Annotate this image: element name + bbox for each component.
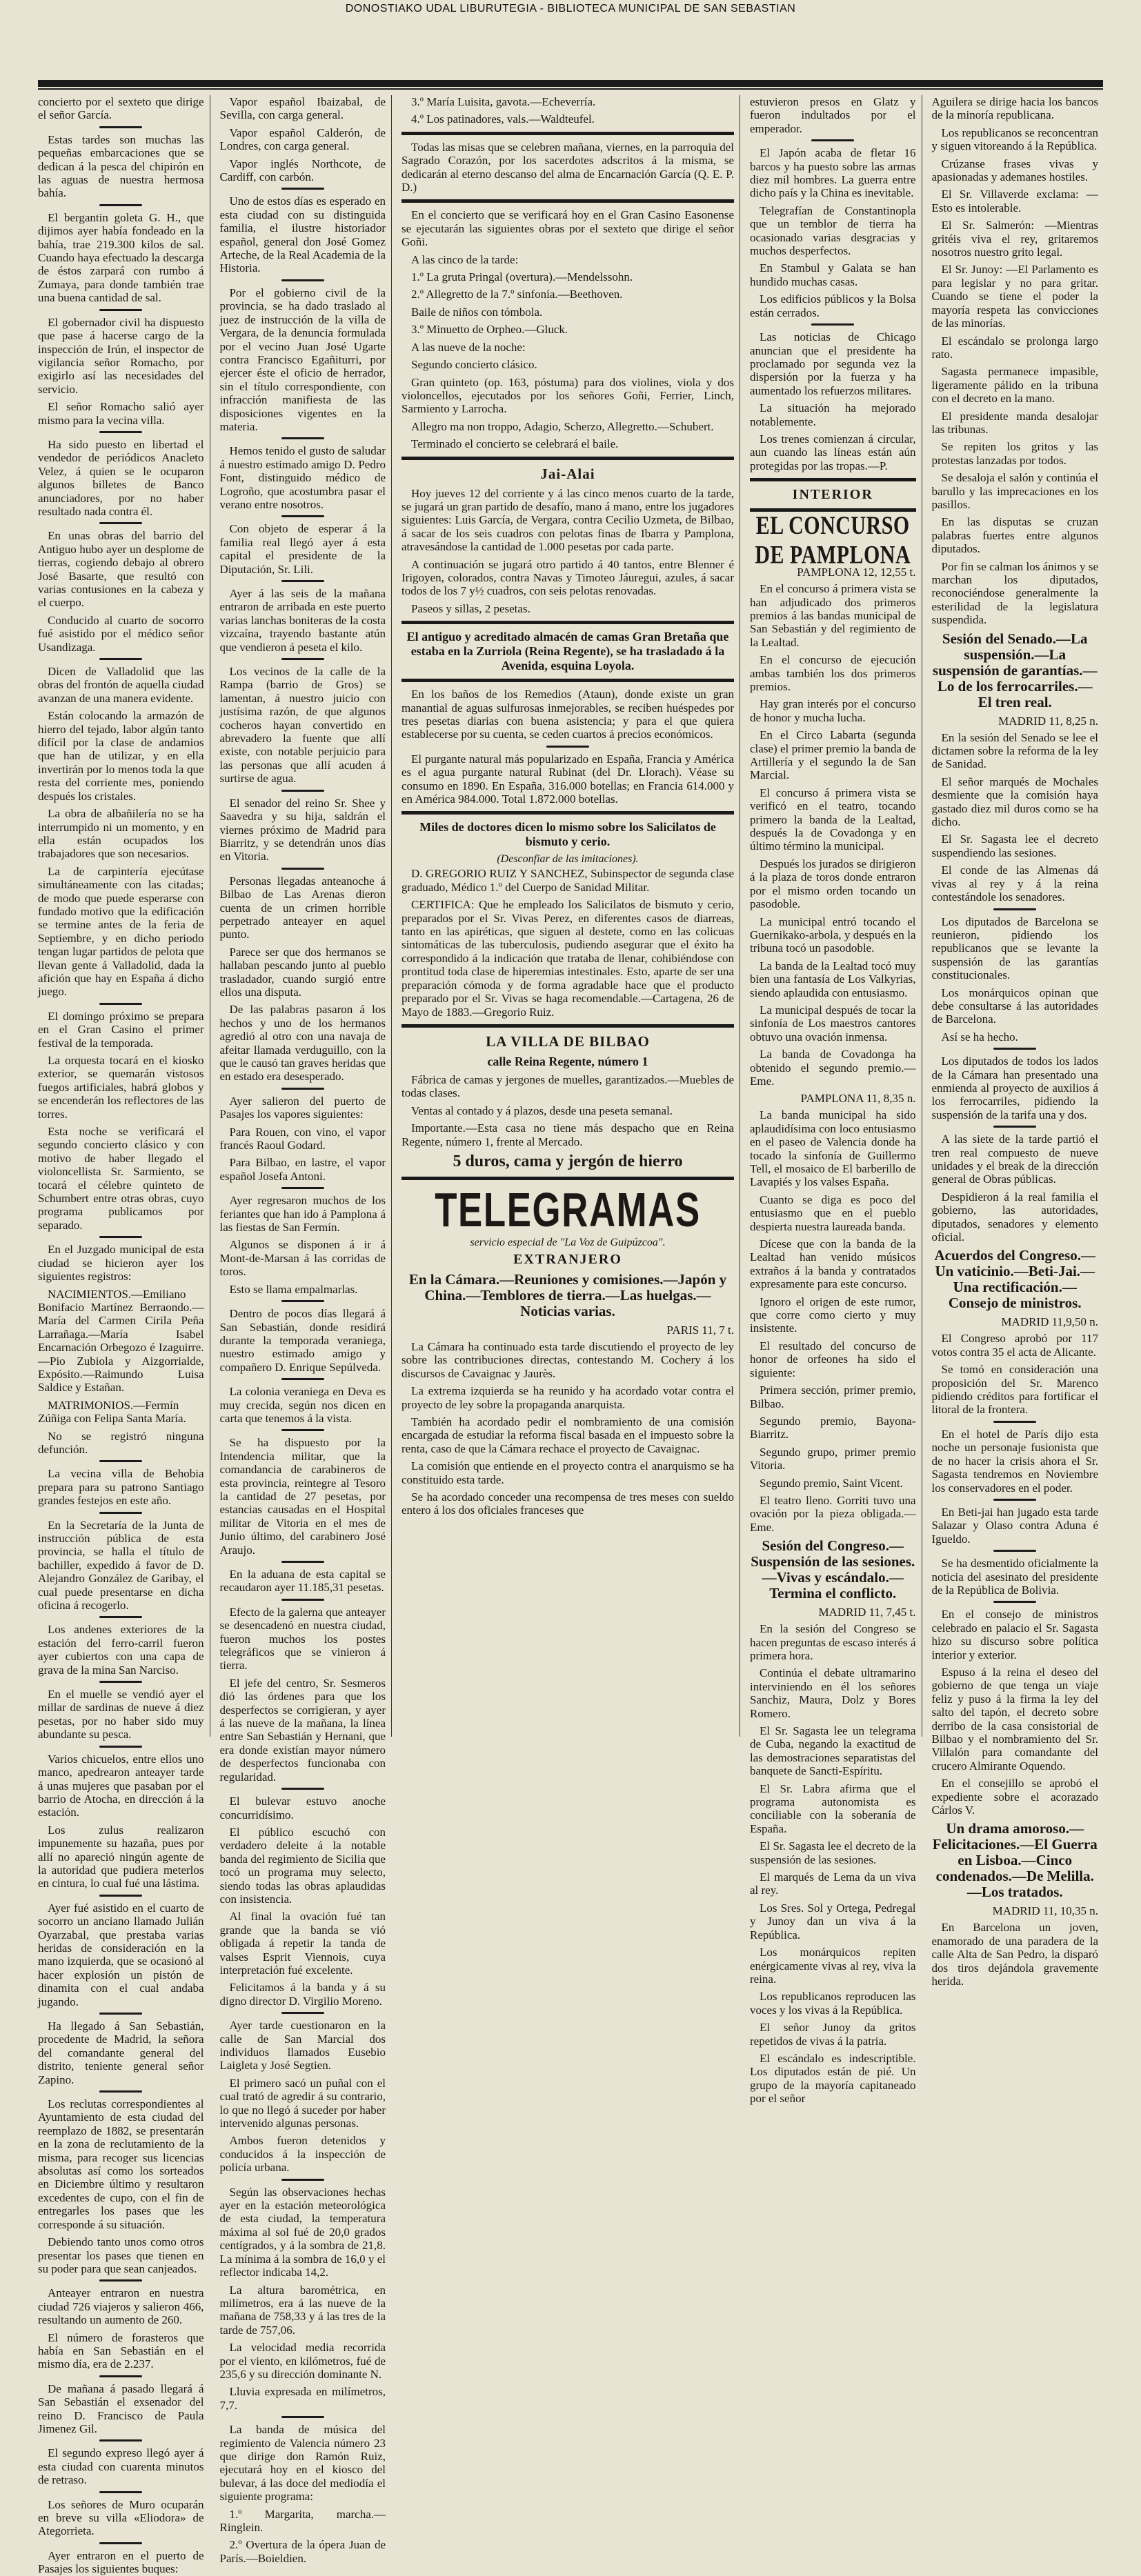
paragraph: Segundo premio, Saint Vicent. <box>760 1476 903 1490</box>
paragraph: A las cinco de la tarde: <box>411 252 519 266</box>
rule <box>401 132 734 135</box>
dateline: PARIS 11, 7 t. <box>666 1323 734 1337</box>
paragraph: Algunos se disponen á ir á Mont-de-Marsan á las corridas de toros. <box>219 1238 386 1279</box>
paragraph: En el concurso de ejecución ambas también los dos primeros premios. <box>750 653 916 693</box>
separator <box>993 1499 1036 1501</box>
rule <box>401 679 734 682</box>
paragraph: Hay gran interés por el concurso de honor y mucha lucha. <box>750 697 916 724</box>
paragraph: Después los jurados se dirigieron á la plaza de toros donde entraron por el mismo orden tocando un pasodoble. <box>750 857 916 911</box>
paragraph: Debiendo tanto unos como otros presentar los pases que tienen en su poder para que sean canjeados. <box>38 2235 204 2275</box>
paragraph: El primero sacó un puñal con el cual trató de agredir á su contrario, lo que no llegó á suceder por haber intervenido algunas personas. <box>219 2076 386 2130</box>
paragraph: El conde de las Almenas dá vivas al rey y á la reina contestándole los senadores. <box>931 863 1098 904</box>
paragraph: Continúa el debate ultramarino interviniendo en él los señores Sanchiz, Maura, Dolz y Bores Romero. <box>750 1666 916 1720</box>
separator <box>281 437 324 439</box>
paragraph: 3.º María Luisita, gavota.—Echeverría. <box>411 95 596 108</box>
paragraph: El señor marqués de Mochales desmiente que la comisión haya gastado diez mil duros como se ha dicho. <box>931 775 1098 829</box>
paragraph: La extrema izquierda se ha reunido y ha acordado votar contra el proyecto de ley sobre la propaganda anarquista. <box>401 1384 734 1411</box>
paragraph: En el muelle se vendió ayer el millar de sardinas de nueve á diez pesetas, por no haber sido muy abundante su pesca. <box>38 1688 204 1741</box>
paragraph: Ayer tarde cuestionaron en la calle de San Marcial dos individuos llamados Eusebio Laigleta y José Segtien. <box>219 2019 386 2073</box>
rule <box>401 621 734 624</box>
telegramas-masthead: TELEGRAMAS <box>435 1183 701 1237</box>
paragraph: El segundo expreso llegó ayer á esta ciudad con cuarenta minutos de retraso. <box>38 2446 204 2487</box>
separator <box>99 1616 142 1618</box>
separator <box>281 1088 324 1090</box>
paragraph: A continuación se jugará otro partido á 40 tantos, entre Blenner é Irigoyen, colorados, contra Navas y Timoteo Jáuregui, azules, á sacar todos de los 7 y½ cuadros, con seis pelotas renovadas. <box>401 557 734 598</box>
paragraph: El Sr. Sagasta lee el decreto de la suspensión de las sesiones. <box>750 1839 916 1866</box>
separator <box>281 2179 324 2181</box>
paragraph: Ambos fueron detenidos y conducidos á la inspección de policía urbana. <box>219 2134 386 2175</box>
paragraph: Según las observaciones hechas ayer en la estación meteorológica de esta ciudad, la temperatura máxima al sol fué de 20,0 grados centígrados, y á la sombra de 21,8. La mínima á la sombra de 16,0 y el reflector indicaba 14,2. <box>219 2185 386 2279</box>
paragraph: Baile de niños con tómbola. <box>411 305 543 319</box>
separator <box>993 908 1036 910</box>
column-4 <box>750 95 922 2106</box>
paragraph: Para Bilbao, en lastre, el vapor español Josefa Antoni. <box>219 1156 386 1183</box>
paragraph: En la sesión del Congreso se hacen preguntas de escaso interés á primera hora. <box>750 1622 916 1662</box>
paragraph: Telegrafían de Constantinopla que un temblor de tierra ha ocasionado varias desgracias y muchos desperfectos. <box>750 203 916 258</box>
paragraph: Vapor inglés Northcote, de Cardiff, con carbón. <box>219 157 386 184</box>
dateline: MADRID 11, 8,25 n. <box>998 714 1098 728</box>
paragraph: concierto por el sexteto que dirige el señor García. <box>38 95 204 122</box>
paragraph: 3.º Minuetto de Orpheo.—Gluck. <box>411 323 568 337</box>
paragraph: La Cámara ha continuado esta tarde discutiendo el proyecto de ley sobre las contribuciones directas, contestando M. Cochery á los discursos de Cavaignac y Jaurès. <box>401 1339 734 1380</box>
separator <box>811 139 854 141</box>
paragraph: En la sesión del Senado se lee el dictamen sobre la reforma de la ley de Sanidad. <box>931 730 1098 771</box>
separator <box>99 2542 142 2544</box>
paragraph: Los republicanos reproducen las voces y los vivas á la República. <box>750 1990 916 2017</box>
paragraph: A las nueve de la noche: <box>411 340 526 354</box>
paragraph: Están colocando la armazón de hierro del tejado, labor algún tanto difícil por la clase de andamios que han de utilizar, y en ella invertirán por lo menos toda la que resta del corriente mes, poniendo después los cristales. <box>38 709 204 803</box>
paragraph: En el consejo de ministros celebrado en palacio el Sr. Sagasta hizo su discurso sobre política interior y exterior. <box>931 1608 1098 1661</box>
paragraph: Los republicanos se reconcentran y siguen vitoreando á la República. <box>931 126 1098 153</box>
masthead-rule-thin <box>38 88 1103 90</box>
column-3 <box>401 95 740 1737</box>
paragraph: Ayer entraron en el puerto de Pasajes los siguientes buques: <box>38 2548 204 2576</box>
paragraph: A las siete de la tarde partió el tren real compuesto de nueve unidades y el break de la dirección general de Obras públicas. <box>931 1132 1098 1186</box>
paragraph: La colonia veraniega en Deva es muy crecida, según nos dicen en carta que tenemos á la vista. <box>219 1385 386 1425</box>
paragraph: El número de forasteros que había en San Sebastián en el mismo día, era de 2.237. <box>38 2330 204 2371</box>
paragraph: El jefe del centro, Sr. Sesmeros dió las órdenes para que los desperfectos se corrigieran, y ayer á las nueve de la mañana, la línea entre San Sebastián y Hernani, que era donde existían mayor número de desperfectos funcionaba con regularidad. <box>219 1676 386 1784</box>
paragraph: estuvieron presos en Glatz y fueron indultados por el emperador. <box>750 95 916 135</box>
separator <box>281 1429 324 1431</box>
paragraph: En el concurso á primera vista se han adjudicado dos primeros premios á las bandas municipal de San Sebastián y del regimiento de la Lealtad. <box>750 582 916 649</box>
paragraph: En Barcelona un joven, enamorado de una paradera de la calle Alta de San Pedro, la disparó dos tiros dejándola gravemente herida. <box>931 1921 1098 1988</box>
separator <box>281 1599 324 1601</box>
separator <box>99 2013 142 2015</box>
separator <box>99 658 142 660</box>
paragraph: Dicen de Valladolid que las obras del frontón de aquella ciudad avanzan de una manera evidente. <box>38 665 204 705</box>
separator <box>281 1187 324 1189</box>
advertisement-heading: LA VILLA DE BILBAO <box>486 1032 650 1050</box>
news-headline: En la Cámara.—Reuniones y comisiones.—Japón y China.—Temblores de tierra.—Las huelgas.—Noticias varias. <box>408 1270 727 1319</box>
dateline: PAMPLONA 12, 12,55 t. <box>797 566 916 579</box>
separator <box>99 309 142 311</box>
separator <box>281 1300 324 1302</box>
paragraph: También ha acordado pedir el nombramiento de una comisión encargada de estudiar la reforma fiscal basada en el impuesto sobre la renta, caso de que la Cámara rechace el proyecto de Cavaignac. <box>401 1415 734 1455</box>
paragraph: Hoy jueves 12 del corriente y á las cinco menos cuarto de la tarde, se jugará un gran partido de desafío, mano á mano, entre los jugadores siguientes: Luis García, de Vergara, contra Cecilio Uzmeta, de Bilbao, á sacar de los seis cuadros con pelotas finas de Ibarra y Pamplona, atravesándose la cantidad de 1.000 pesetas por cada parte. <box>401 486 734 554</box>
dateline: MADRID 11,9,50 n. <box>1001 1315 1098 1329</box>
separator <box>281 1788 324 1790</box>
separator <box>281 790 324 792</box>
paragraph: Los señores de Muro ocuparán en breve su villa «Eliodora» de Ategorrieta. <box>38 2497 204 2538</box>
separator <box>281 658 324 660</box>
rule <box>401 199 734 203</box>
paragraph: Espuso á la reina el deseo del gobierno de que tenga un viaje feliz y puso á la firma la ley del salto del tapón, el decreto sobre derribo de la casa consistorial de Bilbao y el nombramiento del Sr. Villalón para comandante del crucero Almirante Oquendo. <box>931 1665 1098 1773</box>
paragraph: De mañana á pasado llegará á San Sebastián el exsenador del reino D. Francisco de Paula Jimenez Gil. <box>38 2382 204 2435</box>
separator <box>99 1681 142 1683</box>
paragraph: No se registró ninguna defunción. <box>38 1429 204 1456</box>
news-headline: Sesión del Congreso.—Suspensión de las sesiones.—Vivas y escándalo.—Termina el conflicto. <box>751 1537 915 1602</box>
paragraph: Conducido al cuarto de socorro fué asistido por el médico señor Usandizaga. <box>38 613 204 654</box>
advertisement-subheading: (Desconfiar de las imitaciones). <box>497 853 639 866</box>
paragraph: Los zulus realizaron impunemente su hazaña, pues por allí no apareció ningún agente de la autoridad que pudiera meterlos en cintura, lo cual fué una lástima. <box>38 1823 204 1890</box>
dateline: MADRID 11, 7,45 t. <box>818 1606 916 1619</box>
paragraph: Despidieron á la real familia el gobierno, las autoridades, diputados, senadores y elemento oficial. <box>931 1190 1098 1244</box>
paragraph: Por el gobierno civil de la provincia, se ha dado traslado al juez de instrucción de la villa de Vergara, de la denuncia formulada por el vecino Juan José Ugarte contra Francisco Egañiturri, por ejercer éste el oficio de herrador, sin el título correspondiente, con infracción manifiesta de las disposiciones vigentes en la materia. <box>219 286 386 433</box>
separator <box>99 1746 142 1748</box>
paragraph: Sagasta permanece impasible, ligeramente pálido en la tribuna con el decreto en la mano. <box>931 365 1098 406</box>
paragraph: Terminado el concierto se celebrará el baile. <box>411 437 619 451</box>
section-interior: INTERIOR <box>792 487 873 503</box>
paragraph: Hemos tenido el gusto de saludar á nuestro estimado amigo D. Pedro Font, distinguido médico de Logroño, que acostumbra pasar el verano entre nosotros. <box>219 444 386 511</box>
paragraph: Gran quinteto (op. 163, póstuma) para dos violines, viola y dos violoncellos, ejecutados por los señores Goñi, Ferrier, Linch, Sarmiento y Larrocha. <box>401 375 734 416</box>
news-headline: Sesión del Senado.—La suspensión.—La suspensión de garantías.—Lo de los ferrocarriles.—El tren real. <box>932 630 1098 710</box>
paragraph: NACIMIENTOS.—Emiliano Bonifacio Martínez Berraondo.—María del Carmen Cirila Peña Larrañaga.—María Isabel Encarnación Orbegozo é Izaguirre.—Pio Zubiola y Aizgorrialde, Expósito.—Raimundo Luisa Saldice y Estañan. <box>38 1287 204 1395</box>
news-headline: EL CONCURSO DE PAMPLONA <box>755 511 911 570</box>
paragraph: El Congreso aprobó por 117 votos contra 35 el acta de Alicante. <box>931 1332 1098 1359</box>
advertisement-price: 5 duros, cama y jergón de hierro <box>453 1152 683 1170</box>
paragraph: Todas las misas que se celebren mañana, viernes, en la parroquia del Sagrado Corazón, por los sacerdotes adscritos á la misma, se dedicarán al eterno descanso del alma de Encarnación García (Q. E. P. D.) <box>401 140 734 194</box>
paragraph: Segundo premio, Bayona-Biarritz. <box>750 1414 916 1441</box>
separator <box>993 1601 1036 1603</box>
paragraph: En la Secretaría de la Junta de instrucción pública de esta provincia, se halla el título de bachiller, expedido á favor de D. Alejandro González de Garibay, el cual puede presentarse en dicha oficina á recogerlo. <box>38 1518 204 1613</box>
paragraph: Segundo grupo, primer premio Vitoria. <box>750 1445 916 1472</box>
paragraph: Ignoro el origen de este rumor, que corre como cierto y muy insistente. <box>750 1295 916 1335</box>
paragraph: Los monárquicos opinan que debe consultarse á las autoridades de Barcelona. <box>931 986 1098 1026</box>
paragraph: Los trenes comienzan á circular, aun cuando las líneas están aún protegidas por las tropas.—P. <box>750 432 916 472</box>
paragraph: Uno de estos días es esperado en esta ciudad con su distinguida familia, el ilustre historiador español, general don José Gomez Arteche, de la Real Academia de la Historia. <box>219 194 386 275</box>
rule <box>401 811 734 815</box>
advertisement-heading: El antiguo y acreditado almacén de camas Gran Bretaña que estaba en la Zurriola (Reina Regente), se ha trasladado á la Avenida, esquina Loyola. <box>406 630 729 673</box>
paragraph: 2.º Allegretto de la 7.º sinfonía.—Beethoven. <box>411 288 623 301</box>
column-5 <box>931 95 1104 1988</box>
paragraph: La comisión que entiende en el proyecto contra el anarquismo se ha constituido esta tarde. <box>401 1459 734 1486</box>
paragraph: Los Sres. Sol y Ortega, Pedregal y Junoy dan un viva á la República. <box>750 1901 916 1941</box>
separator <box>99 2439 142 2442</box>
separator <box>811 323 854 326</box>
newspaper-page <box>38 95 1104 2576</box>
paragraph: MATRIMONIOS.—Fermín Zúñiga con Felipa Santa María. <box>38 1398 186 1426</box>
column-2 <box>219 95 393 2565</box>
paragraph: El presidente manda desalojar las tribunas. <box>931 409 1098 436</box>
paragraph: Lluvia expresada en milímetros, 7,7. <box>219 2385 386 2412</box>
separator <box>281 515 324 517</box>
masthead-rule <box>38 80 1103 87</box>
rule <box>750 478 916 481</box>
paragraph: Dícese que con la banda de la Lealtad han venido músicos extraños á la banda y contratados expresamente para este concurso. <box>750 1237 916 1291</box>
section-heading: Jai-Alai <box>540 465 595 482</box>
paragraph: El concurso á primera vista se verificó en el teatro, tocando primero la banda de la Lealtad, después la de Covadonga y en último término la municipal. <box>750 786 916 853</box>
paragraph: Parece ser que dos hermanos se hallaban pescando junto al pueblo trasladador, cuando surgió entre ellos una disputa. <box>219 945 386 999</box>
separator <box>99 1895 142 1897</box>
section-extranjero: EXTRANJERO <box>513 1251 622 1267</box>
paragraph: Varios chicuelos, entre ellos uno manco, apedrearon anteayer tarde á unas mujeres que pasaban por el barrio de Atocha, en dirección á la estación. <box>38 1752 204 1819</box>
paragraph: La de carpintería ejecútase simultáneamente con las citadas; de modo que puede esperarse con fundado motivo que la edificación se termine antes de la feria de Septiembre, y en dicho periodo tengan lugar partidos de pelota que llevan gente á Valladolid, dada la afición que hay en España á dicho juego. <box>38 864 204 999</box>
paragraph: Ventas al contado y á plazos, desde una peseta semanal. <box>411 1104 673 1117</box>
paragraph: Ayer fué asistido en el cuarto de socorro un anciano llamado Julián Oyarzabal, que prestaba varias heridas de consideración en la mano izquierda, que se ocasionó al hacer explosión un pistón de dinamita con el cual andaba jugando. <box>38 1901 204 2008</box>
paragraph: La municipal entró tocando el Guernikako-arbola, y después en la tribuna tocó un pasodoble. <box>750 915 916 955</box>
separator <box>99 2279 142 2282</box>
paragraph: Aguilera se dirige hacia los bancos de la minoría republicana. <box>931 95 1098 122</box>
paragraph: El Japón acaba de fletar 16 barcos y ha puesto sobre las armas diez mil hombres. La guerra entre dicho país y la China es inevitable. <box>750 146 916 200</box>
paragraph: En Beti-jai han jugado esta tarde Salazar y Olaso contra Aduna é Igueldo. <box>931 1505 1098 1546</box>
paragraph: La municipal después de tocar la sinfonía de Los maestros cantores obtuvo una ovación inmensa. <box>750 1003 916 1044</box>
dateline: PAMPLONA 11, 8,35 n. <box>800 1092 916 1106</box>
paragraph: Cuanto se diga es poco del entusiasmo que en el pueblo despierta nuestra laureada banda. <box>750 1192 916 1233</box>
paragraph: Con objeto de esperar á la familia real llegó ayer á esta capital el presidente de la Diputación, Sr. Lili. <box>219 522 386 576</box>
separator <box>99 1512 142 1514</box>
paragraph: Importante.—Esta casa no tiene más despacho que en Reina Regente, número 1, frente al Mercado. <box>401 1121 734 1148</box>
dateline: MADRID 11, 10,35 n. <box>992 1904 1098 1918</box>
news-headline: Un drama amoroso.—Felicitaciones.—El Guerra en Lisboa.—Cinco condenados.—De Melilla.—Los tratados. <box>932 1820 1098 1901</box>
paragraph: En la aduana de esta capital se recaudaron ayer 11.185,31 pesetas. <box>219 1568 386 1595</box>
paragraph: Se ha dispuesto por la Intendencia militar, que la comandancia de carabineros de esta provincia, reintegre al Tesoro la cantidad de 27 pesetas, por estancias causadas en el Hospital militar de Vitoria en el mes de Junio último, del carabinero José Araujo. <box>219 1436 386 1557</box>
paragraph: Efecto de la galerna que anteayer se desencadenó en nuestra ciudad, fueron muchos los postes telegráficos que se vinieron á tierra. <box>219 1605 386 1673</box>
paragraph: Vapor español Ibaizabal, de Sevilla, con carga general. <box>219 95 386 122</box>
paragraph: El Sr. Sagasta lee el decreto suspendiendo las sesiones. <box>931 832 1098 859</box>
paragraph: La banda de Covadonga ha obtenido el segundo premio.—Eme. <box>750 1048 916 1088</box>
separator <box>993 1126 1036 1128</box>
separator <box>281 2416 324 2418</box>
paragraph: El Sr. Junoy: —El Parlamento es para legislar y no para gritar. Cuando se tiene el poder la mayoría respeta las convicciones de las minorías. <box>931 263 1098 330</box>
paragraph: Esta noche se verificará el segundo concierto clásico y con motivo de haber llegado el violoncellista Sr. Sarmiento, se tocará el célebre quinteto de Schumbert entre otras obras, cuyo programa publicamos por separado. <box>38 1125 204 1232</box>
paragraph: Se repiten los gritos y las protestas lanzadas por todos. <box>931 440 1098 467</box>
paragraph: Para Rouen, con vino, el vapor francés Raoul Godard. <box>219 1125 386 1152</box>
paragraph: La velocidad media recorrida por el viento, en kilómetros, fué de 235,6 y su dirección dominante N. <box>219 2341 386 2381</box>
paragraph: Anteayer entraron en nuestra ciudad 726 viajeros y salieron 466, resultando un aumento de 260. <box>38 2286 204 2327</box>
paragraph: El bergantin goleta G. H., que dijimos ayer había fondeado en la bahía, trae 219.300 kilos de sal. Cuando haya efectuado la descarga de éstos zarpará con rumbo á Zumaya, para donde también trae una buena cantidad de sal. <box>38 210 204 305</box>
library-header: DONOSTIAKO UDAL LIBURUTEGIA - BIBLIOTECA MUNICIPAL DE SAN SEBASTIAN <box>345 3 796 14</box>
telegramas-subtitle: servicio especial de "La Voz de Guipúzcoa". <box>470 1236 666 1248</box>
rule <box>401 457 734 460</box>
paragraph: El purgante natural más popularizado en España, Francia y América es el agua purgante natural Rubinat (del Dr. Llorach). Véase su consumo en 1890. En España, 316.000 botellas; en Francia 614.000 y en América 984.000. Total 1.872.000 botellas. <box>401 752 734 806</box>
news-headline: Acuerdos del Congreso.—Un vaticinio.—Beti-Jai.—Una rectificación.—Consejo de ministros. <box>934 1247 1096 1312</box>
paragraph: La altura barométrica, en milímetros, era á las nueve de la mañana de 758,33 y á las tres de la tarde de 757,06. <box>219 2283 386 2337</box>
separator <box>99 1003 142 1005</box>
paragraph: En las disputas se cruzan palabras fuertes entre algunos diputados. <box>931 515 1098 556</box>
paragraph: Los andenes exteriores de la estación del ferro-carril fueron ayer cubiertos con una capa de grava de la mina San Narciso. <box>38 1623 204 1677</box>
paragraph: El Sr. Villaverde exclama: —Esto es intolerable. <box>931 188 1098 214</box>
paragraph: Los reclutas correspondientes al Ayuntamiento de esta ciudad del reemplazo de 1882, se presentarán en la zona de reclutamiento de la misma, para recoger sus licencias absolutas así como los sorteados en Diciembre último y resultaron excedentes de cupo, con el fin de entregarles los pases que les corresponde á su situación. <box>38 2097 204 2231</box>
paragraph: 4.º Los patinadores, vals.—Waldteufel. <box>411 112 595 126</box>
separator <box>281 279 324 281</box>
paragraph: Ayer regresaron muchos de los feriantes que han ido á Pamplona á las fiestas de San Fermín. <box>219 1194 386 1235</box>
paragraph: Esto se llama empalmarlas. <box>229 1282 358 1296</box>
paragraph: Paseos y sillas, 2 pesetas. <box>411 601 530 615</box>
separator <box>99 1460 142 1462</box>
paragraph: La banda de la Lealtad tocó muy bien una fantasía de Los Valkyrias, siendo aplaudida con entusiasmo. <box>750 959 916 999</box>
paragraph: El gobernador civil ha dispuesto que pase á hacerse cargo de la inspección de Irún, el inspector de vigilancia señor Romacho, por exigirlo así las necesidades del servicio. <box>38 315 204 396</box>
paragraph: Segundo concierto clásico. <box>411 358 537 372</box>
paragraph: Por fin se calman los ánimos y se marchan los diputados, reconociéndose generalmente la esterilidad de la legislatura suspendida. <box>931 559 1098 627</box>
paragraph: Se tomó en consideración una proposición del Sr. Marenco pidiendo créditos para fortificar el litoral de la frontera. <box>931 1363 1098 1417</box>
separator <box>99 2090 142 2093</box>
paragraph: El público escuchó con verdadero deleite á la notable banda del regimiento de Sicilia que tocó un programa muy selecto, siendo todas las obras aplaudidas con insistencia. <box>219 1825 386 1906</box>
paragraph: La vecina villa de Behobia prepara para su patrono Santiago grandes festejos en este año. <box>38 1467 204 1508</box>
paragraph: Allegro ma non troppo, Adagio, Scherzo, Allegretto.—Schubert. <box>411 419 714 433</box>
paragraph: 1.º La gruta Pringal (overtura).—Mendelssohn. <box>411 270 633 284</box>
rule <box>401 1024 734 1028</box>
paragraph: Los monárquicos repiten enérgicamente vivas al rey, viva la reina. <box>750 1946 916 1986</box>
separator <box>281 2012 324 2014</box>
paragraph: En el Circo Labarta (segunda clase) el primer premio la banda de Artillería y el segundo la de San Marcial. <box>750 728 916 782</box>
paragraph: 2.º Overtura de la ópera Juan de París.—Boieldien. <box>219 2538 386 2565</box>
paragraph: En el Juzgado municipal de esta ciudad se hicieron ayer los siguientes registros: <box>38 1243 204 1284</box>
paragraph: Estas tardes son muchas las pequeñas embarcaciones que se dedican á la pesca del chipirón en las aguas de nuestra hermosa bahía. <box>38 132 204 200</box>
separator <box>99 1236 142 1238</box>
paragraph: La orquesta tocará en el kiosko exterior, se quemarán vistosos fuegos artificiales, habrá globos y se encenderán los reflectores de las torres. <box>38 1054 204 1121</box>
paragraph: La banda municipal ha sido aplaudidísima con loco entusiasmo en el paseo de Valencia donde ha tocado la sinfonía de Guillermo Tell, el mosaico de El barberillo de Lavapiés y los valses España. <box>750 1108 916 1189</box>
paragraph: El teatro lleno. Gorriti tuvo una ovación por la pieza obligada.—Eme. <box>750 1493 916 1534</box>
paragraph: En el hotel de París dijo esta noche un personaje fusionista que de no hacer la crisis ahora el Sr. Sagasta tendremos en Noviembre los conservadores en el poder. <box>931 1427 1098 1495</box>
paragraph: El Sr. Labra afirma que el programa autonomista es conciliable con la soberanía de España. <box>750 1781 916 1835</box>
paragraph: Las noticias de Chicago anuncian que el presidente ha proclamado por segunda vez la dispersión por la fuerza y ha aumentado los refuerzos militares. <box>750 330 916 397</box>
separator <box>99 431 142 433</box>
paragraph: El bulevar estuvo anoche concurridísimo. <box>219 1795 386 1821</box>
paragraph: Ha llegado á San Sebastián, procedente de Madrid, la señora del comandante general del distrito, teniente general señor Zapino. <box>38 2019 204 2086</box>
paragraph: El resultado del concurso de honor de orfeones ha sido el siguiente: <box>750 1339 916 1379</box>
paragraph: El Sr. Sagasta lee un telegrama de Cuba, negando la exactitud de las demostraciones separatistas del banquete de Sancti-Espíritu. <box>750 1724 916 1778</box>
paragraph: Al final la ovación fué tan grande que la banda se vió obligada á repetir la tanda de valses Esprit Viennois, cuya interpretación fué excelente. <box>219 1910 386 1977</box>
paragraph: Los diputados de Barcelona se reunieron, pidiendo los republicanos que se levante la suspensión de las garantías constitucionales. <box>931 915 1098 982</box>
paragraph: Ayer salieron del puerto de Pasajes los vapores siguientes: <box>219 1094 386 1121</box>
paragraph: D. GREGORIO RUIZ Y SANCHEZ, Subinspector de segunda clase graduado, Médico 1.º del Cuerpo de Sanidad Militar. <box>401 867 734 894</box>
separator <box>99 2491 142 2493</box>
paragraph: Crúzanse frases vivas y apasionadas y ademanes hostiles. <box>931 157 1098 184</box>
paragraph: Felicitamos á la banda y á su digno director D. Virgilio Moreno. <box>219 1981 386 2008</box>
separator <box>281 188 324 190</box>
paragraph: Se desaloja el salón y continúa el barullo y las imprecaciones en los pasillos. <box>931 471 1098 511</box>
separator <box>546 746 589 748</box>
separator <box>993 1048 1036 1050</box>
paragraph: El domingo próximo se prepara en el Gran Casino el primer festival de la temporada. <box>38 1009 204 1050</box>
paragraph: El escándalo es indescriptible. Los diputados están de pié. Un grupo de la mayoría capitaneado por el señor <box>750 2051 916 2106</box>
paragraph: Fábrica de camas y jergones de muelles, garantizados.—Muebles de todas clases. <box>401 1072 734 1100</box>
paragraph: 1.º Margarita, marcha.—Ringlein. <box>219 2507 386 2534</box>
column-1 <box>38 95 210 2576</box>
paragraph: El señor Junoy da gritos repetidos de vivas á la patria. <box>750 2021 916 2048</box>
separator <box>99 204 142 206</box>
paragraph: Los diputados de todos los lados de la Cámara han presentado una enmienda al proyecto de auxilios á los ferrocarriles, pidiendo la suspensión de la tarifa una y dos. <box>931 1055 1098 1121</box>
paragraph: El Sr. Salmerón: —Mientras gritéis viva el rey, gritaremos nosotros nuestro grito legal. <box>931 219 1098 259</box>
separator <box>993 1421 1036 1423</box>
paragraph: En unas obras del barrio del Antiguo hubo ayer un desplome de tierras, cogiendo debajo al obrero José Basarte, que resultó con varias contusiones en la cabeza y el cuerpo. <box>38 529 204 610</box>
paragraph: El senador del reino Sr. Shee y Saavedra y su hija, saldrán el viernes próximo de Madrid para Biarritz, y se detendrán unos días en Vitoria. <box>219 796 386 863</box>
paragraph: Personas llegadas anteanoche á Bilbao de Las Arenas dieron cuenta de un crimen horrible perpetrado anteayer en aquel punto. <box>219 874 386 941</box>
advertisement-heading: Miles de doctores dicen lo mismo sobre los Salicilatos de bismuto y cerio. <box>419 820 716 849</box>
paragraph: Se ha desmentido oficialmente la noticia del asesinato del presidente de la República de Bolivia. <box>931 1557 1098 1597</box>
separator <box>281 1561 324 1563</box>
separator <box>99 126 142 128</box>
separator <box>99 522 142 524</box>
rule <box>401 1177 734 1180</box>
paragraph: Vapor español Calderón, de Londres, con carga general. <box>219 126 386 153</box>
advertisement-address: calle Reina Regente, número 1 <box>487 1054 648 1068</box>
separator <box>281 580 324 582</box>
paragraph: Dentro de pocos días llegará á San Sebastián, donde residirá durante la temporada veraniega, nuestro estimado amigo y compañero D. Enrique Sepúlveda. <box>219 1307 386 1374</box>
paragraph: La banda de música del regimiento de Valencia número 23 que dirige don Ramón Ruiz, ejecutará hoy en el kiosco del bulevar, á las doce del mediodía el siguiente programa: <box>219 2423 386 2504</box>
paragraph: Ayer á las seis de la mañana entraron de arribada en este puerto varias lanchas boniteras de la costa vizcaína, trayendo bastante atún que vendieron á peseta el kilo. <box>219 587 386 654</box>
paragraph: Se ha acordado conceder una recompensa de tres meses con sueldo entero á los dos oficiales franceses que <box>401 1490 734 1517</box>
separator <box>281 1378 324 1380</box>
paragraph: En Stambul y Galata se han hundido muchas casas. <box>750 261 916 288</box>
paragraph: El marqués de Lema da un viva al rey. <box>750 1870 916 1897</box>
paragraph: Así se ha hecho. <box>941 1030 1018 1044</box>
paragraph: Ha sido puesto en libertad el vendedor de periódicos Anacleto Velez, á quien se le ocuparon algunos billetes de Banco anunciadores, por no haber resultado nada contra él. <box>38 437 204 518</box>
paragraph: Los vecinos de la calle de la Rampa (barrio de Gros) se lamentan, á nuestro juicio con justísima razón, de que algunos cocheros hayan convertido en abrevadero la fuente que allí existe, con notable perjuicio para las personas que allí acuden á surtirse de agua. <box>219 665 386 786</box>
paragraph: La situación ha mejorado notablemente. <box>750 401 916 428</box>
paragraph: El señor Romacho salió ayer mismo para la vecina villa. <box>38 400 204 427</box>
paragraph: De las palabras pasaron á los hechos y uno de los hermanos agredió al otro con una navaja de afeitar llamada verduguillo, con la que le causó tan graves heridas que en estado era desesperado. <box>219 1003 386 1084</box>
paragraph: CERTIFICA: Que he empleado los Salicilatos de bismuto y cerio, preparados por el Sr. Vivas Perez, en diferentes casos de diarreas, tanto en las apiréticas, que siguen al destete, como en las colicuas sintomáticas de las tuberculosis, pudiendo asegurar que el éxito ha correspondido á la indicación que trataba de llenar, cohibiéndose con prontitud toda clase de hiperemias intestinales. Esto, aparte de ser una preparación cómoda y de forma agradable hace que el producto preparado por el Sr. Vivas se haga recomendable.—Cartagena, 26 de Mayo de 1883.—Gregorio Ruiz. <box>401 898 734 1019</box>
paragraph: En el concierto que se verificará hoy en el Gran Casino Easonense se ejecutarán las siguientes obras por el sexteto que dirige el señor Goñi. <box>401 208 734 249</box>
paragraph: Primera sección, primer premio, Bilbao. <box>750 1384 916 1410</box>
separator <box>99 2375 142 2377</box>
paragraph: En los baños de los Remedios (Ataun), donde existe un gran manantial de aguas sulfurosas inmejorables, se reciben huéspedes por tres pesetas diarias con buena asistencia; y para el que quiera establecerse por su cuenta, se ceden cuartos á precios económicos. <box>401 688 734 741</box>
paragraph: En el consejillo se aprobó el expediente sobre el acorazado Cárlos V. <box>931 1777 1098 1817</box>
paragraph: Los edificios públicos y la Bolsa están cerrados. <box>750 292 916 319</box>
paragraph: La obra de albañilería no se ha interrumpido ni un momento, y en ella están ocupados los trabajadores que son necesarios. <box>38 807 204 861</box>
separator <box>281 868 324 870</box>
separator <box>993 1550 1036 1552</box>
paragraph: El escándalo se prolonga largo rato. <box>931 334 1098 361</box>
